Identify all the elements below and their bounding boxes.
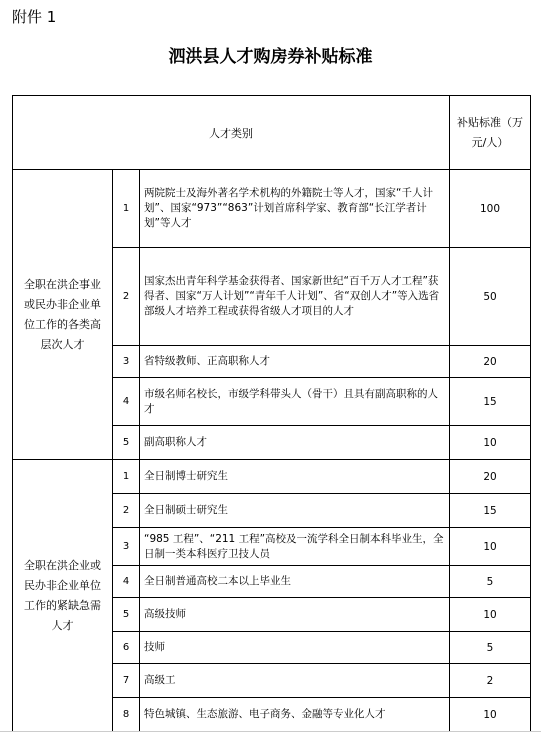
row-description: 特色城镇、生态旅游、电子商务、金融等专业化人才 — [140, 698, 450, 732]
row-amount: 10 — [450, 698, 531, 732]
row-amount: 10 — [450, 528, 531, 566]
subsidy-table — [12, 95, 531, 732]
row-number: 1 — [113, 460, 140, 494]
row-description: 高级技师 — [140, 598, 450, 632]
row-description: 国家杰出青年科学基金获得者、国家新世纪“百千万人才工程”获得者、国家“万人计划”“青年千人计划”、省“双创人才”等入选省部级人才培养工程或获得省级人才项目的人才 — [140, 248, 450, 346]
row-amount: 2 — [450, 664, 531, 698]
header-category: 人才类别 — [13, 96, 450, 170]
row-description: “985 工程”、“211 工程”高校及一流学科全日制本科毕业生，全日制一类本科医疗卫技人员 — [140, 528, 450, 566]
attachment-label: 附件 1 — [12, 8, 57, 26]
table-row — [13, 170, 531, 248]
table-row — [13, 460, 531, 494]
row-amount: 20 — [450, 460, 531, 494]
bottom-divider — [0, 731, 541, 732]
row-description: 省特级教师、正高职称人才 — [140, 346, 450, 378]
row-number: 2 — [113, 494, 140, 528]
row-amount: 5 — [450, 566, 531, 598]
table-header-row — [13, 96, 531, 170]
category-type-cell: 全职在洪企事业或民办非企业单位工作的各类高层次人才 — [13, 170, 113, 460]
row-number: 2 — [113, 248, 140, 346]
row-number: 5 — [113, 598, 140, 632]
row-description: 全日制硕士研究生 — [140, 494, 450, 528]
row-description: 市级名师名校长，市级学科带头人（骨干）且具有副高职称的人才 — [140, 378, 450, 426]
page-title: 泗洪县人才购房券补贴标准 — [168, 47, 373, 67]
row-number: 1 — [113, 170, 140, 248]
category-type-cell: 全职在洪企业或民办非企业单位工作的紧缺急需人才 — [13, 460, 113, 732]
row-amount: 20 — [450, 346, 531, 378]
row-number: 5 — [113, 426, 140, 460]
row-number: 3 — [113, 528, 140, 566]
row-description: 高级工 — [140, 664, 450, 698]
row-description: 两院院士及海外著名学术机构的外籍院士等人才，国家“千人计划”、国家“973”“863”计划首席科学家、教育部“长江学者计划”等人才 — [140, 170, 450, 248]
row-number: 4 — [113, 378, 140, 426]
row-amount: 15 — [450, 494, 531, 528]
row-amount: 5 — [450, 632, 531, 664]
header-amount: 补贴标准（万元/人） — [450, 96, 531, 170]
row-description: 副高职称人才 — [140, 426, 450, 460]
row-number: 4 — [113, 566, 140, 598]
row-description: 全日制博士研究生 — [140, 460, 450, 494]
row-amount: 15 — [450, 378, 531, 426]
row-number: 6 — [113, 632, 140, 664]
row-amount: 10 — [450, 598, 531, 632]
row-description: 技师 — [140, 632, 450, 664]
row-amount: 50 — [450, 248, 531, 346]
row-number: 3 — [113, 346, 140, 378]
row-description: 全日制普通高校二本以上毕业生 — [140, 566, 450, 598]
row-amount: 10 — [450, 426, 531, 460]
row-amount: 100 — [450, 170, 531, 248]
row-number: 8 — [113, 698, 140, 732]
row-number: 7 — [113, 664, 140, 698]
